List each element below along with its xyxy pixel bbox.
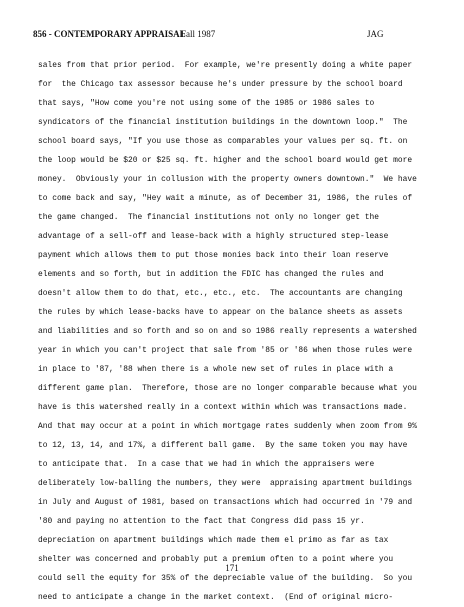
text-line: could sell the equity for 35% of the depreciable value of the building. So you [38, 574, 413, 583]
text-line: that says, "How come you're not using some of the 1985 or 1986 sales to [38, 99, 375, 108]
text-line: need to anticipate a change in the market context. (End of original micro- [38, 593, 394, 602]
text-line: and liabilities and so forth and so on and so 1986 really represents a watershed [38, 327, 417, 336]
body-text [38, 56, 448, 607]
text-line: in July and August of 1981, based on transactions which had occurred in '79 and [38, 498, 413, 507]
page-number: 171 [225, 563, 239, 573]
text-line: deliberately low-balling the numbers, they were appraising apartment buildings [38, 479, 413, 488]
text-line: payment which allows them to put those monies back into their loan reserve [38, 251, 389, 260]
text-line: different game plan. Therefore, those are no longer comparable because what you [38, 384, 417, 393]
running-header [33, 29, 433, 43]
header-issue-date: Fall 1987 [181, 29, 216, 39]
text-line: for the Chicago tax assessor because he's under pressure by the school board [38, 80, 403, 89]
text-line: depreciation on apartment buildings which made them el primo as far as tax [38, 536, 389, 545]
page-footer [0, 563, 464, 573]
text-line: have is this watershed really in a context within which was transactions made. [38, 403, 408, 412]
text-line: the rules by which lease-backs have to appear on the balance sheets as assets [38, 308, 403, 317]
text-line: syndicators of the financial institution buildings in the downtown loop." The [38, 118, 408, 127]
text-line: to come back and say, "Hey wait a minute, as of December 31, 1986, the rules of [38, 194, 413, 203]
text-line: '80 and paying no attention to the fact that Congress did pass 15 yr. [38, 517, 365, 526]
text-line: the game changed. The financial institutions not only no longer get the [38, 213, 379, 222]
header-journal-title: 856 - CONTEMPORARY APPRAISAL [33, 29, 186, 39]
header-author-initials: JAG [367, 29, 384, 39]
text-line: shelter was concerned and probably put a premium often to a point where you [38, 555, 394, 564]
text-line: advantage of a sell-off and lease-back with a highly structured step-lease [38, 232, 389, 241]
text-line: the loop would be $20 or $25 sq. ft. higher and the school board would get more [38, 156, 413, 165]
text-line: And that may occur at a point in which mortgage rates suddenly when zoom from 9% [38, 422, 417, 431]
text-line: in place to '87, '88 when there is a whole new set of rules in place with a [38, 365, 394, 374]
text-line: sales from that prior period. For example, we're presently doing a white paper [38, 61, 413, 70]
text-line: money. Obviously your in collusion with the property owners downtown." We have [38, 175, 417, 184]
text-line: doesn't allow them to do that, etc., etc., etc. The accountants are changing [38, 289, 403, 298]
text-line: to anticipate that. In a case that we had in which the appraisers were [38, 460, 375, 469]
text-line: to 12, 13, 14, and 17%, a different ball game. By the same token you may have [38, 441, 408, 450]
text-line: elements and so forth, but in addition the FDIC has changed the rules and [38, 270, 384, 279]
text-line: school board says, "If you use those as comparables your values per sq. ft. on [38, 137, 408, 146]
text-line: year in which you can't project that sale from '85 or '86 when those rules were [38, 346, 413, 355]
